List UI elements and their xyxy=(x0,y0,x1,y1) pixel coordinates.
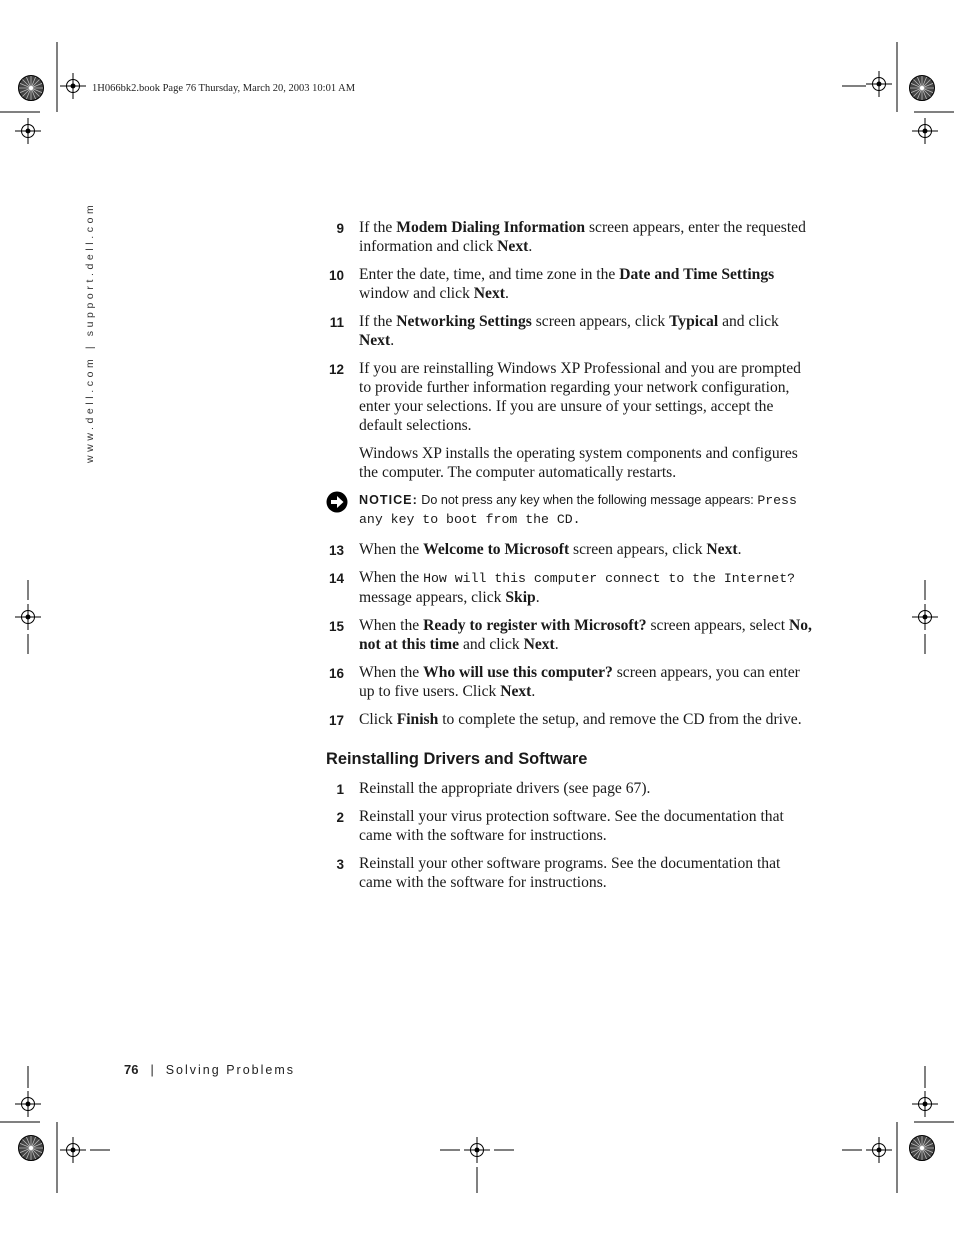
ui-term: Next xyxy=(500,683,532,700)
ui-term: Modem Dialing Information xyxy=(396,219,586,236)
step-item xyxy=(326,265,816,303)
step-text: Reinstall the appropriate drivers (see page 67). xyxy=(359,780,651,797)
notice-text: Do not press any key when the following message appears: xyxy=(421,493,758,507)
sidebar-url: www.dell.com | support.dell.com xyxy=(84,201,96,463)
step-text: . xyxy=(535,589,540,606)
step-number: 10 xyxy=(328,268,344,283)
step-item xyxy=(326,854,816,892)
steps-list-section xyxy=(326,779,816,892)
ui-term: Who will use this computer? xyxy=(423,664,613,681)
step-text: Click xyxy=(359,711,397,728)
ui-term: Finish xyxy=(396,711,439,728)
ui-term: Welcome to Microsoft xyxy=(423,541,570,558)
ui-term: Networking Settings xyxy=(396,313,532,330)
notice-label: NOTICE: xyxy=(359,493,418,507)
ui-term: Ready to register with Microsoft? xyxy=(423,617,647,634)
step-text: and click xyxy=(718,313,779,330)
step-text: Reinstall your other software programs. See the documentation that came with the software for instructions. xyxy=(359,855,781,891)
step-item xyxy=(326,807,816,845)
ui-term: Date and Time Settings xyxy=(619,266,775,283)
step-number: 2 xyxy=(336,810,344,825)
step-item xyxy=(326,312,816,350)
step-number: 14 xyxy=(328,571,344,586)
footer-section-title: Solving Problems xyxy=(165,1063,295,1077)
step-number: 12 xyxy=(328,362,344,377)
ui-term: Next xyxy=(359,332,391,349)
steps-list-top xyxy=(326,218,816,435)
step-text: When the xyxy=(359,664,424,681)
step-item xyxy=(326,540,816,559)
step-text: Enter the date, time, and time zone in the xyxy=(359,266,620,283)
step-text: screen appears, click xyxy=(569,541,707,558)
step-text: . xyxy=(528,238,533,255)
page-footer xyxy=(124,1062,295,1077)
notice-code: Press any key to boot from the CD. xyxy=(359,493,797,527)
step-text: window and click xyxy=(359,285,474,302)
step-item xyxy=(326,359,816,435)
step-number: 15 xyxy=(328,619,344,634)
step-text: screen appears, you can enter up to five users. Click xyxy=(359,664,800,700)
ui-term: Next xyxy=(706,541,738,558)
step-number: 3 xyxy=(336,857,344,872)
step-text: . xyxy=(554,636,559,653)
step-text: . xyxy=(504,285,509,302)
body-paragraph: Windows XP installs the operating system components and configures the computer. The computer automatically restarts. xyxy=(359,445,798,481)
page-number: 76 xyxy=(124,1062,139,1077)
ui-term: Next xyxy=(497,238,529,255)
step-item xyxy=(326,568,816,607)
step-text: screen appears, click xyxy=(531,313,670,330)
footer-separator: | xyxy=(150,1063,154,1077)
step-text: If the xyxy=(359,313,397,330)
step-text: If the xyxy=(359,219,397,236)
step-item xyxy=(326,779,816,798)
step-item xyxy=(326,218,816,256)
step-text: . xyxy=(737,541,742,558)
notice-arrow-icon xyxy=(326,491,348,513)
section-heading: Reinstalling Drivers and Software xyxy=(326,750,588,768)
step-text: and click xyxy=(459,636,524,653)
step-text: When the xyxy=(359,617,424,634)
ui-term: Typical xyxy=(669,313,719,330)
step-text: Reinstall your virus protection software. See the documentation that came with the software for instructions. xyxy=(359,808,784,844)
step-text: . xyxy=(531,683,536,700)
main-content xyxy=(326,218,816,901)
step-number: 13 xyxy=(328,543,344,558)
step-item xyxy=(326,710,816,729)
step-text: screen appears, select xyxy=(646,617,789,634)
ui-term: Next xyxy=(473,285,505,302)
step-text: If you are reinstalling Windows XP Professional and you are prompted to provide further information regarding your network configuration, enter your selections. If you are unsure of your settings, accept the default selections. xyxy=(359,360,801,434)
ui-term: Skip xyxy=(505,589,536,606)
step-text: screen appears, enter the requested information and click xyxy=(359,219,806,255)
print-header-stamp: 1H066bk2.book Page 76 Thursday, March 20, 2003 10:01 AM xyxy=(92,83,356,94)
ui-term: No, not at this time xyxy=(359,617,812,653)
step-number: 9 xyxy=(336,221,344,236)
steps-list-bottom xyxy=(326,540,816,729)
step-number: 1 xyxy=(336,782,344,797)
step-text: message appears, click xyxy=(359,589,506,606)
ui-term: Next xyxy=(523,636,555,653)
step-item xyxy=(326,616,816,654)
step-number: 11 xyxy=(329,315,344,330)
step-text: to complete the setup, and remove the CD from the drive. xyxy=(438,711,802,728)
step-number: 17 xyxy=(328,713,344,728)
step-number: 16 xyxy=(328,666,344,681)
step-text: . xyxy=(390,332,395,349)
step-text: When the xyxy=(359,569,424,586)
code-text: How will this computer connect to the Internet? xyxy=(423,571,796,586)
notice-block xyxy=(326,491,816,529)
step-text: When the xyxy=(359,541,424,558)
step-item xyxy=(326,663,816,701)
